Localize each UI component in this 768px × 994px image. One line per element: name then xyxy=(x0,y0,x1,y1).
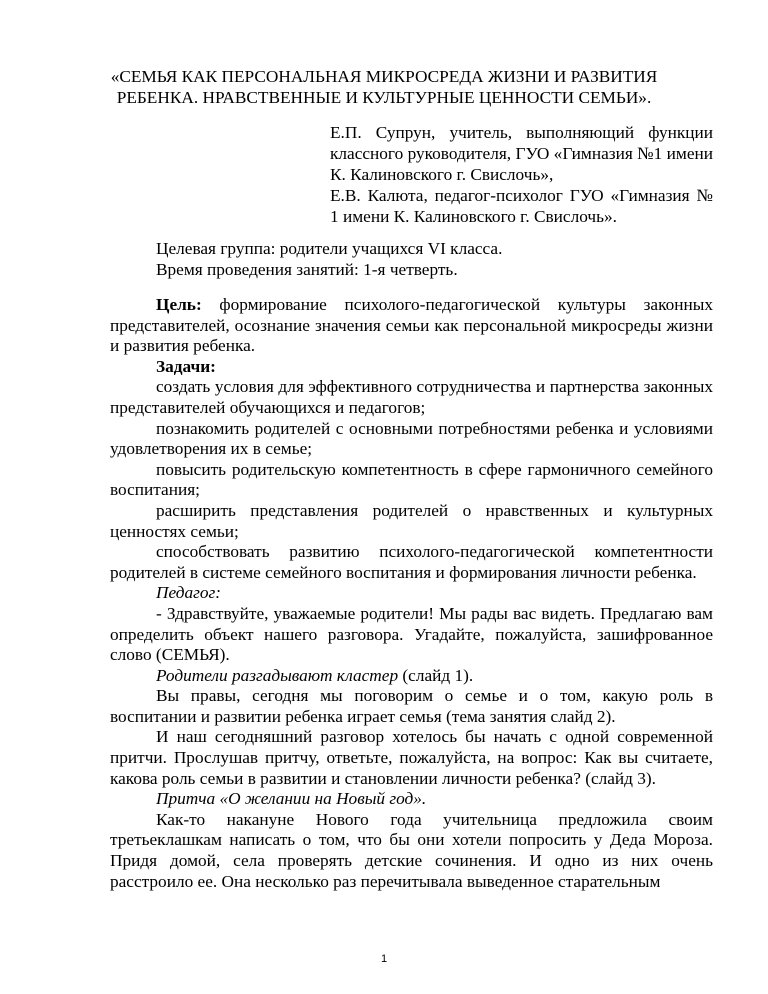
authors-block xyxy=(330,122,713,227)
page-number: 1 xyxy=(380,953,388,965)
author-1: Е.П. Супрун, учитель, выполняющий функции классного руководителя, ГУО «Гимназия №1 имени К. Калиновского г. Свислочь», xyxy=(330,123,713,184)
parents-rest: (слайд 1). xyxy=(398,665,474,685)
task-item: создать условия для эффективного сотрудничества и партнерства законных представителей обучающихся и педагогов; xyxy=(110,377,713,417)
session-time: Время проведения занятий: 1-я четверть. xyxy=(156,260,458,279)
target-group: Целевая группа: родители учащихся VI класса. xyxy=(156,239,503,258)
parable-title: Притча «О желании на Новый год». xyxy=(156,789,427,809)
task-item: познакомить родителей с основными потребностями ребенка и условиями удовлетворения их в семье; xyxy=(110,418,713,459)
title-line-1: «СЕМЬЯ КАК ПЕРСОНАЛЬНАЯ МИКРОСРЕДА ЖИЗНИ И РАЗВИТИЯ xyxy=(110,67,658,86)
parents-paragraph xyxy=(110,666,713,687)
author-2: Е.В. Калюта, педагог-психолог ГУО «Гимназия № 1 имени К. Калиновского г. Свислочь». xyxy=(330,186,713,226)
goal-paragraph xyxy=(110,295,713,357)
goal-text: формирование психолого-педагогической культуры законных представителей, осознание значения семьи как персональной микросреды жизни и развития ребенка. xyxy=(110,295,713,356)
title-line-2: РЕБЕНКА. НРАВСТВЕННЫЕ И КУЛЬТУРНЫЕ ЦЕННОСТИ СЕМЬИ». xyxy=(116,88,652,107)
task-item: способствовать развитию психолого-педагогической компетентности родителей в системе семейного воспитания и формирования личности ребенка. xyxy=(110,542,713,582)
teacher-label: Педагог: xyxy=(156,583,221,603)
teacher-right: Вы правы, сегодня мы поговорим о семье и о том, какую роль в воспитании и развитии ребенка играет семья (тема занятия слайд 2). xyxy=(110,686,713,726)
parable-text: Как-то накануне Нового года учительница предложила своим третьеклашкам написать о том, что бы они хотели попросить у Деда Мороза. Придя домой, села проверять детские сочинения. И одно из них очень расстроило ее. Она несколько раз перечитывала выведенное старательным xyxy=(110,809,713,891)
teacher-label-paragraph xyxy=(110,583,713,604)
tasks-heading xyxy=(110,357,713,378)
tasks-label: Задачи: xyxy=(156,356,216,376)
parable-title-paragraph xyxy=(110,789,713,810)
document-body xyxy=(110,295,713,892)
parable-intro: И наш сегодняшний разговор хотелось бы начать с одной современной притчи. Прослушав притчу, ответьте, пожалуйста, на вопрос: Как вы считаете, какова роль семьи в развитии и становлении личности ребенка? (слайд 3). xyxy=(110,727,713,788)
task-item: расширить представления родителей о нравственных и культурных ценностях семьи; xyxy=(110,500,713,541)
teacher-greeting: - Здравствуйте, уважаемые родители! Мы рады вас видеть. Предлагаю вам определить объект нашего разговора. Угадайте, пожалуйста, зашифрованное слово (СЕМЬЯ). xyxy=(110,603,713,665)
task-item: повысить родительскую компетентность в сфере гармоничного семейного воспитания; xyxy=(110,459,713,500)
parents-italic: Родители разгадывают кластер xyxy=(156,665,399,685)
document-title xyxy=(80,66,688,108)
meta-block xyxy=(110,238,720,280)
goal-label: Цель: xyxy=(156,295,202,314)
